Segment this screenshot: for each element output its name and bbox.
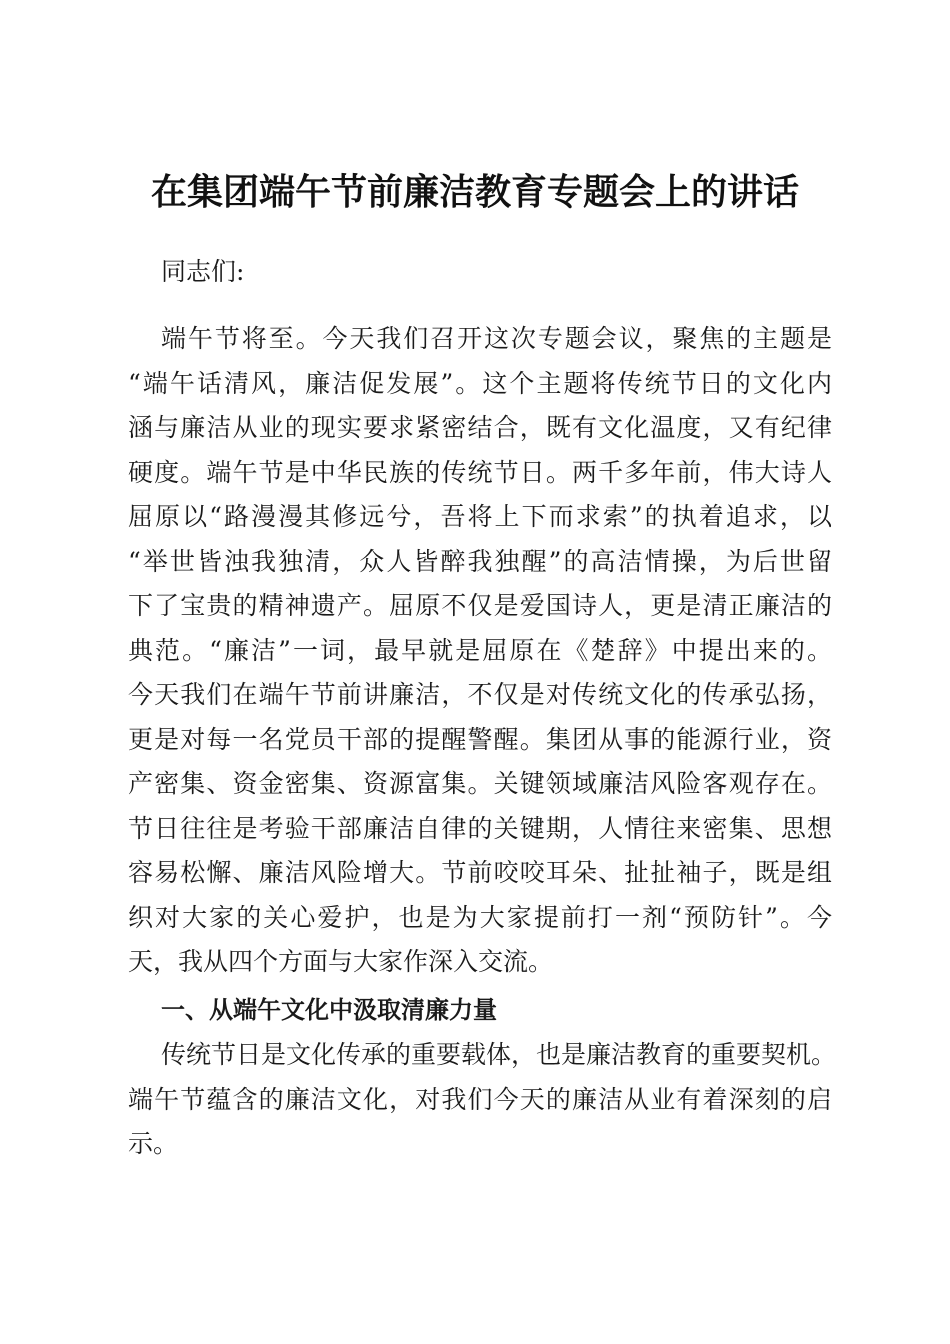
paragraph-line: 端午节将至。今天我们召开这次专题会议，聚焦的主题是 [161,324,832,353]
greeting-block [128,250,832,295]
paragraph-line: 硬度。端午节是中华民族的传统节日。两千多年前，伟大诗人 [128,457,832,487]
paragraph-line: 端午节蕴含的廉洁文化，对我们今天的廉洁从业有着深刻的启 [128,1084,832,1114]
paragraph-line: 织对大家的关心爱护，也是为大家提前打一剂“预防针”。今 [128,902,832,932]
paragraph-line: “举世皆浊我独清，众人皆醉我独醒”的高洁情操，为后世留 [128,546,832,576]
paragraph-line: 产密集、资金密集、资源富集。关键领域廉洁风险客观存在。 [128,769,832,798]
greeting-text: 同志们: [161,257,245,286]
paragraph-line: 示。 [128,1129,179,1158]
paragraph-line: 屈原以“路漫漫其修远兮，吾将上下而求索”的执着追求，以 [128,502,832,531]
paragraph-line: 典范。“廉洁”一词，最早就是屈原在《楚辞》中提出来的。 [128,635,832,665]
paragraph-1 [128,317,832,985]
paragraph-line: 天，我从四个方面与大家作深入交流。 [128,947,554,976]
paragraph-line: 传统节日是文化传承的重要载体，也是廉洁教育的重要契机。 [161,1040,837,1069]
paragraph-line: 今天我们在端午节前讲廉洁，不仅是对传统文化的传承弘扬， [128,680,832,709]
document-title: 在集团端午节前廉洁教育专题会上的讲话 [150,171,799,213]
paragraph-line: 下了宝贵的精神遗产。屈原不仅是爱国诗人，更是清正廉洁的 [128,591,832,620]
paragraph-2 [128,1033,837,1167]
paragraph-line: 更是对每一名党员干部的提醒警醒。集团从事的能源行业，资 [128,724,832,754]
paragraph-line: “端午话清风，廉洁促发展”。这个主题将传统节日的文化内 [128,368,832,398]
section-1-heading: 一、从端午文化中汲取清廉力量 [161,996,497,1024]
paragraph-line: 容易松懈、廉洁风险增大。节前咬咬耳朵、扯扯袖子，既是组 [128,858,832,887]
paragraph-line: 节日往往是考验干部廉洁自律的关键期，人情往来密集、思想 [128,813,832,843]
paragraph-line: 涵与廉洁从业的现实要求紧密结合，既有文化温度，又有纪律 [128,413,832,442]
